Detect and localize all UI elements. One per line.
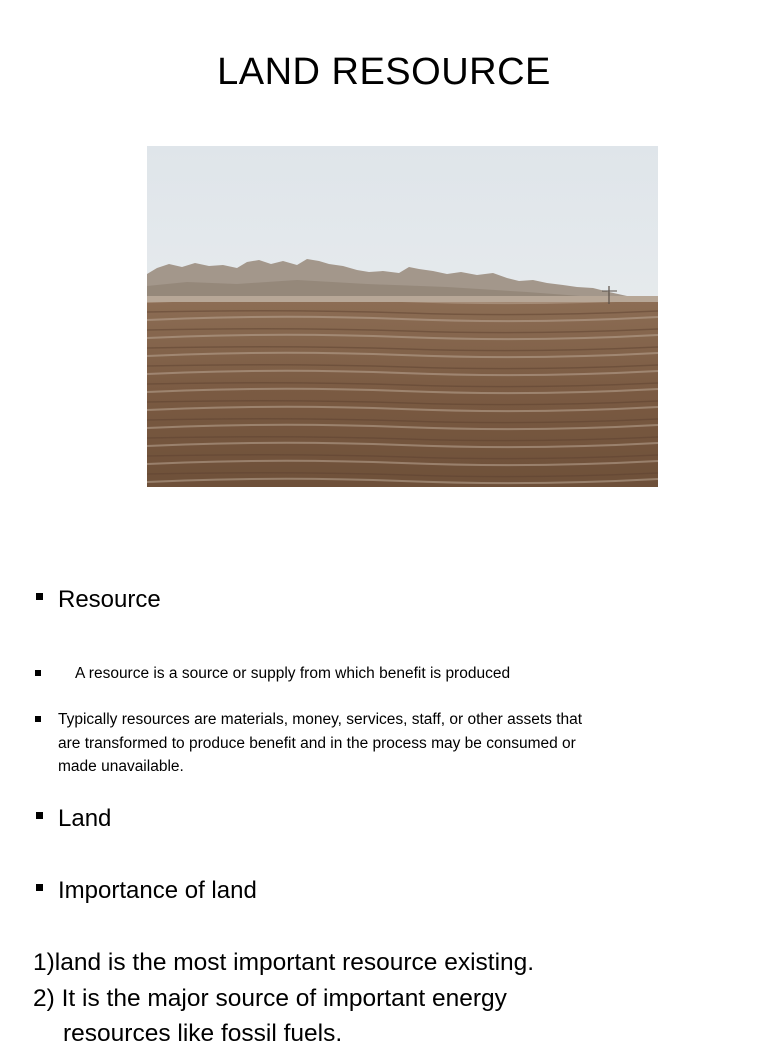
resource-typical-line-2: are transformed to produce benefit and in the process may be consumed or: [58, 735, 576, 752]
bullet-marker: [35, 716, 41, 722]
heading-land: Land: [58, 805, 112, 832]
bullet-marker: [35, 670, 41, 676]
heading-resource: Resource: [58, 586, 161, 613]
resource-typical-line-1: Typically resources are materials, money, services, staff, or other assets that: [58, 711, 583, 728]
point-2: 2) It is the major source of important energy: [33, 985, 507, 1012]
farmland-photo: [147, 146, 658, 487]
bullet-marker: [36, 812, 43, 819]
slide-title: LAND RESOURCE: [217, 51, 551, 93]
resource-typical-line-3: made unavailable.: [58, 758, 184, 775]
point-2-continued: resources like fossil fuels.: [63, 1020, 343, 1047]
bullet-marker: [36, 593, 43, 600]
point-1: 1)land is the most important resource existing.: [33, 949, 535, 976]
heading-importance: Importance of land: [58, 877, 257, 904]
bullet-marker: [36, 884, 43, 891]
resource-definition: A resource is a source or supply from which benefit is produced: [75, 665, 511, 682]
